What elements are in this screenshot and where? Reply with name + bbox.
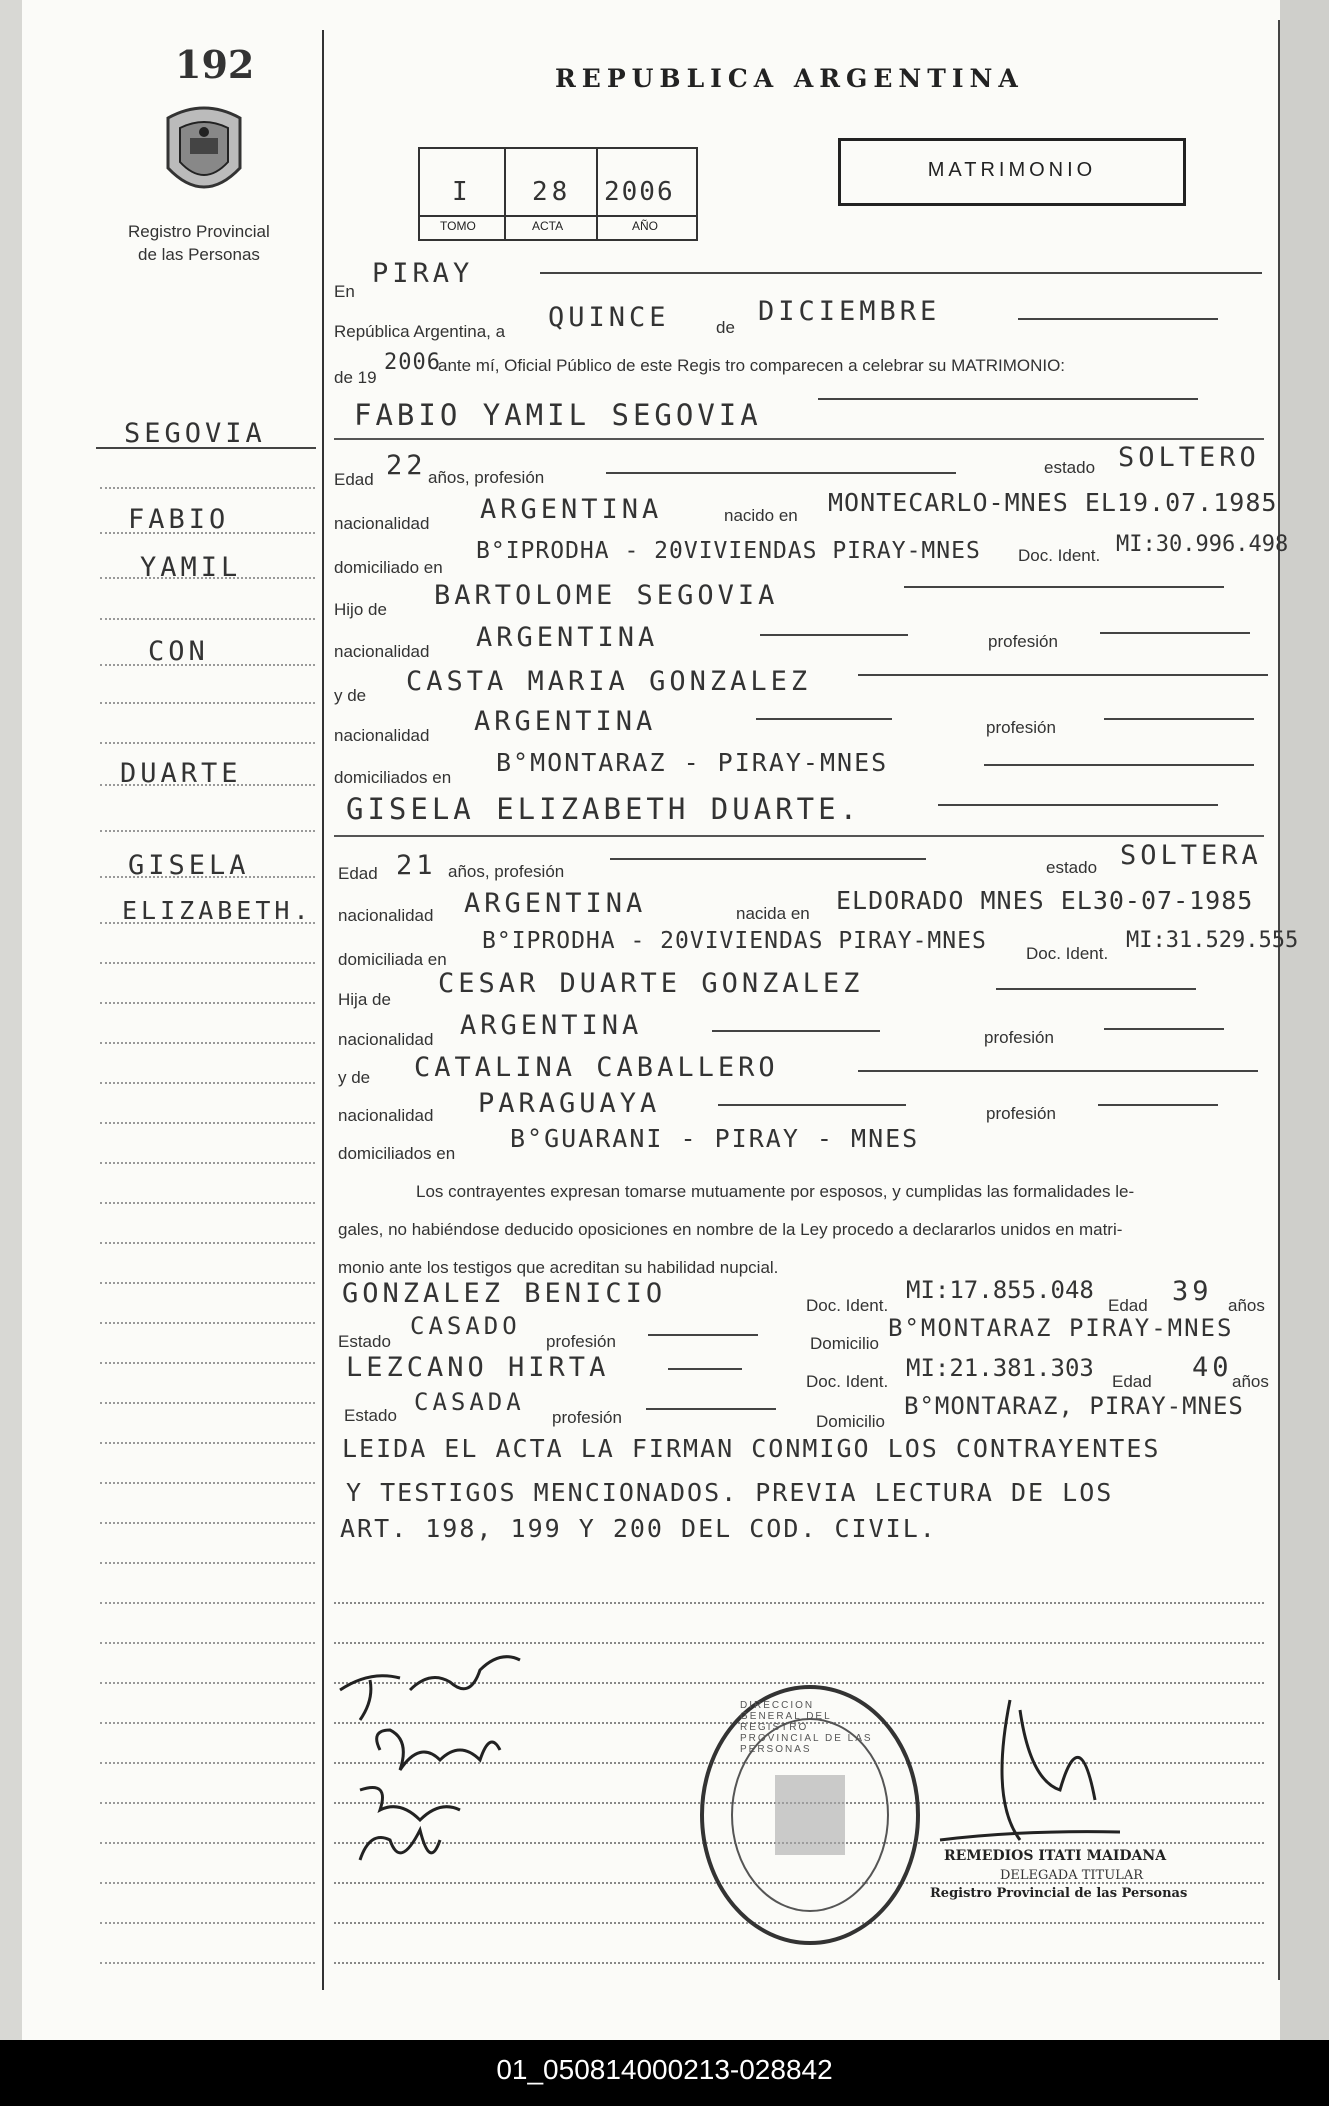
groom-nacionalidad: ARGENTINA [480,494,663,525]
bride-parents-dom: B°GUARANI - PIRAY - MNES [510,1124,920,1153]
acta-label: ACTA [532,219,564,233]
groom-parents-dom-label: domiciliados en [334,768,452,787]
paragraph-line3: monio ante los testigos que acreditan su habilidad nupcial. [338,1258,779,1277]
folio-number: 192 [175,42,255,87]
groom-dom-label: domiciliado en [334,558,443,577]
groom-nac-label: nacionalidad [334,514,430,533]
groom-mother-nac-label: nacionalidad [334,726,430,745]
note-line1: LEIDA EL ACTA LA FIRMAN CONMIGO LOS CONTRAYENTES [342,1434,1161,1463]
margin-con: CON [148,636,209,667]
seal-text: DIRECCION GENERAL DEL REGISTRO PROVINCIAL DE LAS PERSONAS [740,1700,873,1755]
official-title: DELEGADA TITULAR [1000,1868,1143,1883]
groom-name: FABIO YAMIL SEGOVIA [354,398,762,432]
left-column-border [322,30,324,1990]
groom-nacido-label: nacido en [724,506,798,525]
footer-bar [0,2040,1329,2106]
bride-nacionalidad: ARGENTINA [464,888,647,919]
groom-father-label: Hijo de [334,600,387,619]
bride-edad: 21 [396,850,437,881]
bride-mother: CATALINA CABALLERO [414,1052,779,1083]
margin-bride-surname: DUARTE [120,758,242,789]
official-name: REMEDIOS ITATI MAIDANA [944,1848,1167,1864]
doc-type-label: MATRIMONIO [927,159,1097,181]
groom-father-nac: ARGENTINA [476,622,659,653]
witness1-anos-label: años [1228,1296,1265,1315]
page-gutter [0,0,22,2040]
groom-profesion-label: años, profesión [428,468,545,487]
bride-father-prof-label: profesión [984,1028,1054,1047]
witness1-profesion-label: profesión [546,1332,616,1351]
bride-mother-nac-label: nacionalidad [338,1106,434,1125]
footer-code: 01_050814000213-028842 [496,2054,833,2085]
bride-edad-label: Edad [338,864,378,883]
bride-estado-label: estado [1046,858,1098,877]
bride-doc-label: Doc. Ident. [1026,944,1109,963]
handwritten-signatures [330,1630,550,1880]
intro-month: DICIEMBRE [758,296,941,327]
ano-label: AÑO [632,219,659,233]
witness2-edad: 40 [1192,1352,1233,1383]
groom-doc: MI:30.996.498 [1116,532,1289,557]
bride-nacida: ELDORADO MNES EL30-07-1985 [836,886,1254,915]
doc-type-box [838,138,1186,206]
groom-domicilio: B°IPRODHA - 20VIVIENDAS PIRAY-MNES [476,538,981,564]
witness2-doc-label: Doc. Ident. [806,1372,889,1391]
margin-bride-name1: GISELA [128,850,250,881]
acta-value: 28 [532,177,572,207]
bride-father-nac-label: nacionalidad [338,1030,434,1049]
bride-domicilio: B°IPRODHA - 20VIVIENDAS PIRAY-MNES [482,928,987,954]
groom-edad: 22 [386,450,427,481]
groom-father-prof-label: profesión [988,632,1058,651]
en-label: En [334,282,355,301]
de-label: de [716,318,735,337]
witness2-anos-label: años [1232,1372,1269,1391]
witness1-domicilio-label: Domicilio [810,1334,879,1353]
tomo-acta-ano-box [418,147,698,241]
bride-mother-label: y de [338,1068,371,1087]
bride-father-label: Hija de [338,990,391,1009]
en-value: PIRAY [372,258,474,289]
witness2-profesion-label: profesión [552,1408,622,1427]
witness2-doc: MI:21.381.303 [906,1354,1094,1382]
groom-father-nac-label: nacionalidad [334,642,430,661]
note-line2: Y TESTIGOS MENCIONADOS. PREVIA LECTURA DE LOS [346,1478,1114,1507]
bride-father: CESAR DUARTE GONZALEZ [438,968,864,999]
groom-father: BARTOLOME SEGOVIA [434,580,779,611]
registry-line1: Registro Provincial [128,222,270,241]
groom-mother-nac: ARGENTINA [474,706,657,737]
bride-parents-dom-label: domiciliados en [338,1144,456,1163]
margin-bride-name2: ELIZABETH. [122,896,313,925]
witness2-estado-label: Estado [344,1406,397,1425]
groom-edad-label: Edad [334,470,374,489]
witness2-domicilio-label: Domicilio [816,1412,885,1431]
witness2-name: LEZCANO HIRTA [346,1352,610,1383]
page-edge [1280,0,1329,2040]
witness1-doc: MI:17.855.048 [906,1276,1094,1304]
right-border [1278,20,1280,1980]
witness2-edad-label: Edad [1112,1372,1152,1391]
margin-name1: FABIO [128,504,230,535]
bride-mother-nac: PARAGUAYA [478,1088,661,1119]
groom-mother-label: y de [334,686,367,705]
rep-label: República Argentina, a [334,322,506,341]
registry-line2: de las Personas [138,245,260,264]
groom-estado-label: estado [1044,458,1096,477]
tomo-value: I [452,177,472,207]
margin-name2: YAMIL [140,552,242,583]
paragraph-line1: Los contrayentes expresan tomarse mutuamente por esposos, y cumplidas las formalidades le- [416,1182,1135,1201]
tomo-label: TOMO [440,219,476,233]
bride-estado: SOLTERA [1120,840,1262,871]
witness1-domicilio: B°MONTARAZ PIRAY-MNES [888,1314,1234,1342]
bride-father-nac: ARGENTINA [460,1010,643,1041]
bride-profesion-label: años, profesión [448,862,565,881]
groom-estado: SOLTERO [1118,442,1260,473]
witness1-edad: 39 [1172,1276,1213,1307]
country-title: REPUBLICA ARGENTINA [555,64,1024,93]
bride-nac-label: nacionalidad [338,906,434,925]
witness2-estado: CASADA [414,1388,525,1416]
paragraph-line2: gales, no habiéndose deducido oposiciones en nombre de la Ley procedo a declararlos unidos en matri- [338,1220,1123,1239]
note-line3: ART. 198, 199 Y 200 DEL COD. CIVIL. [340,1514,937,1543]
witness1-name: GONZALEZ BENICIO [342,1278,667,1309]
bride-mother-prof-label: profesión [986,1104,1056,1123]
bride-nacida-label: nacida en [736,904,810,923]
groom-doc-label: Doc. Ident. [1018,546,1101,565]
ano-value: 2006 [604,177,675,207]
witness1-doc-label: Doc. Ident. [806,1296,889,1315]
margin-surname: SEGOVIA [124,418,266,449]
intro-day: QUINCE [548,302,670,333]
province-emblem-icon [158,98,250,208]
bride-name: GISELA ELIZABETH DUARTE. [346,792,862,826]
witness1-edad-label: Edad [1108,1296,1148,1315]
bride-dom-label: domiciliada en [338,950,447,969]
witness2-domicilio: B°MONTARAZ, PIRAY-MNES [904,1392,1244,1420]
official-registry: Registro Provincial de las Personas [930,1886,1188,1901]
groom-parents-dom: B°MONTARAZ - PIRAY-MNES [496,748,889,777]
witness1-estado-label: Estado [338,1332,391,1351]
intro-statement: ante mí, Oficial Público de este Regis tro comparecen a celebrar su MATRIMONIO: [438,356,1066,375]
year-label: de 19 [334,368,377,387]
intro-year: 2006 [384,350,441,375]
groom-mother-prof-label: profesión [986,718,1056,737]
bride-doc: MI:31.529.555 [1126,928,1299,953]
groom-mother: CASTA MARIA GONZALEZ [406,666,812,697]
groom-nacido: MONTECARLO-MNES EL19.07.1985 [828,488,1278,517]
witness1-estado: CASADO [410,1312,521,1340]
